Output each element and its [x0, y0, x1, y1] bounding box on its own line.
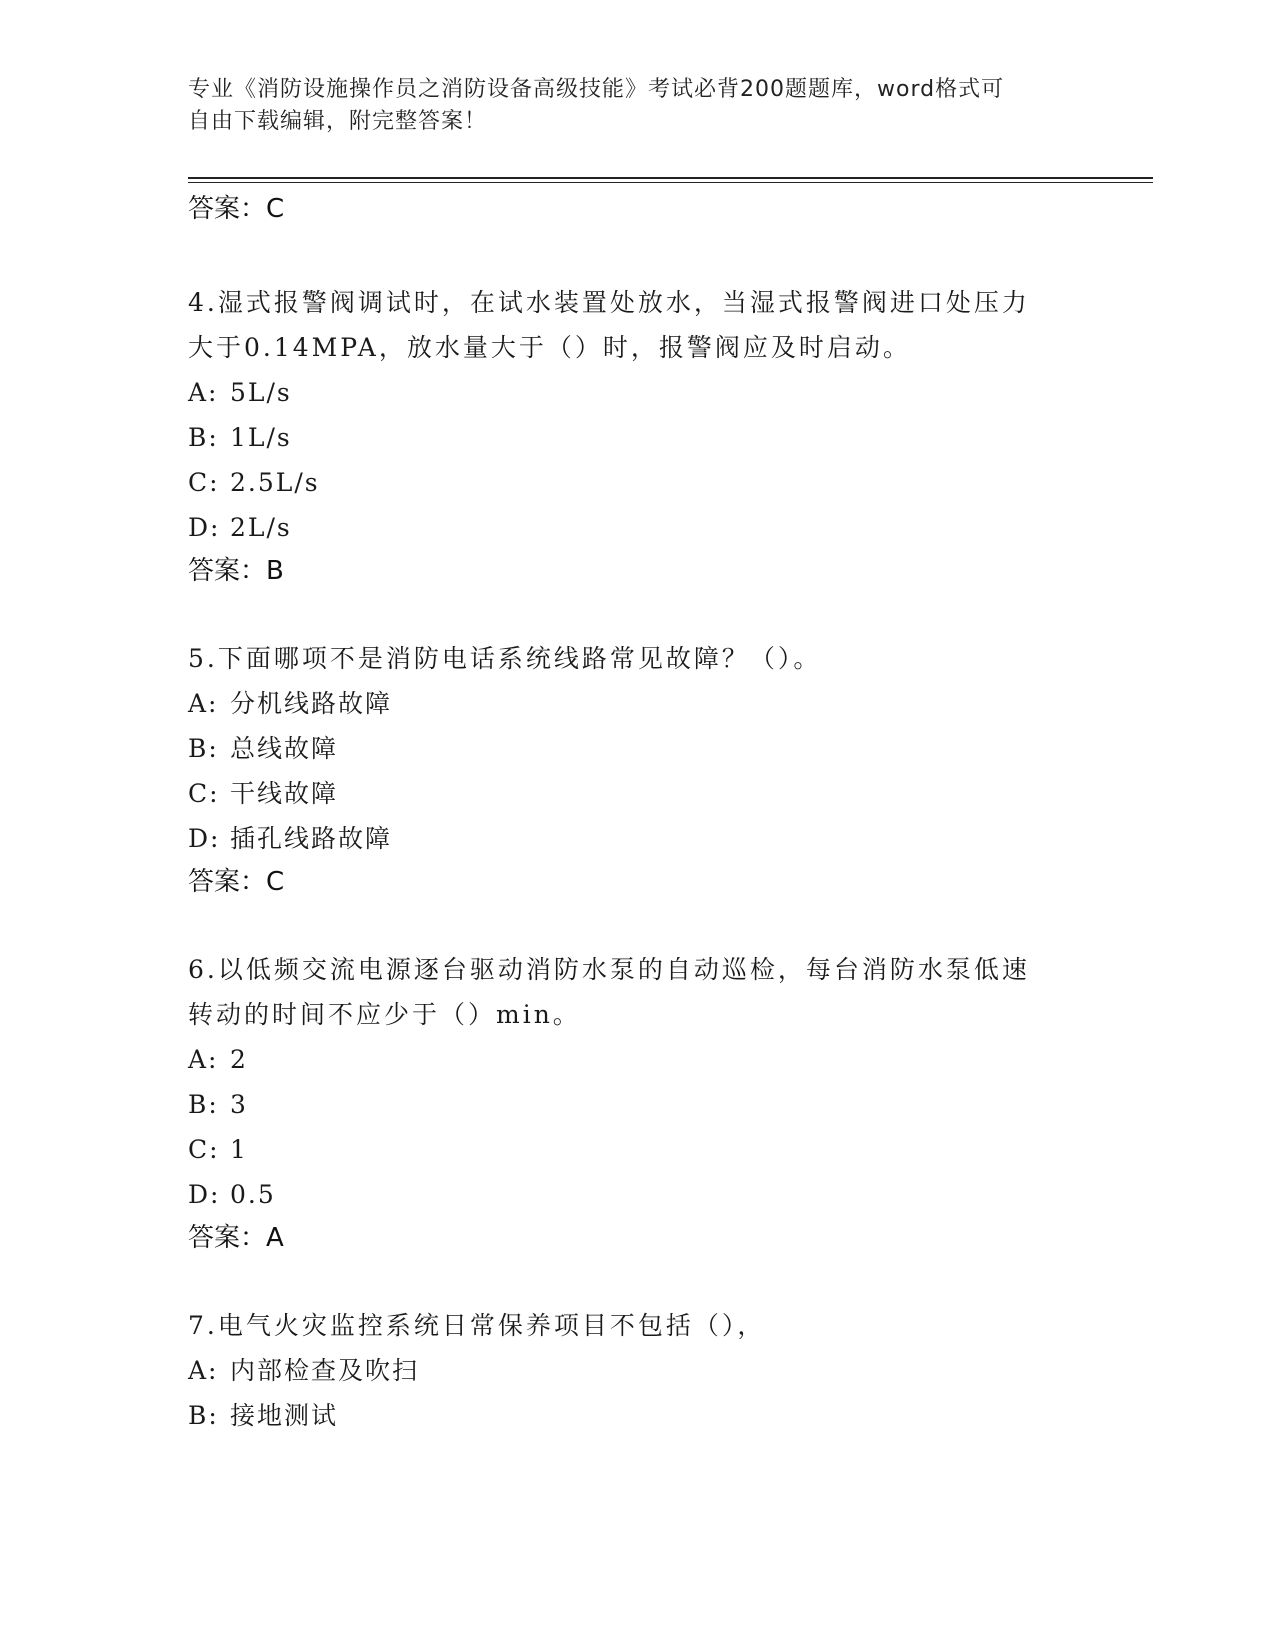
option-text: 插孔线路故障 [230, 824, 393, 853]
option-text: 分机线路故障 [230, 689, 393, 718]
question-stem-line: 4.湿式报警阀调试时，在试水装置处放水，当湿式报警阀进口处压力 [188, 288, 1030, 317]
header-divider-thin [188, 182, 1153, 183]
option-b [188, 726, 1088, 771]
option-key: D: [188, 513, 221, 542]
question-6 [188, 947, 1088, 1259]
answer-label: 答案： [188, 867, 267, 897]
option-key: C: [188, 779, 220, 808]
header-line-2: 自由下载编辑，附完整答案！ [188, 109, 488, 134]
header-divider-thick [188, 177, 1153, 179]
option-text: 1 [230, 1135, 248, 1164]
option-d [188, 1172, 1088, 1217]
option-c [188, 771, 1088, 816]
question-answer [188, 861, 1088, 903]
answer-value: A [266, 1223, 284, 1253]
option-b [188, 1393, 1088, 1438]
header-line-1: 专业《消防设施操作员之消防设备高级技能》考试必背200题题库，word格式可 [188, 77, 1005, 102]
option-text: 1L/s [230, 423, 292, 452]
previous-answer [188, 192, 1088, 230]
option-text: 接地测试 [230, 1401, 339, 1430]
option-key: A: [188, 689, 219, 718]
option-text: 5L/s [230, 378, 292, 407]
answer-value: B [266, 556, 284, 586]
document-header [188, 74, 1068, 138]
answer-value: C [266, 194, 285, 224]
option-text: 干线故障 [230, 779, 339, 808]
answer-label: 答案： [188, 1223, 267, 1253]
question-answer [188, 1217, 1088, 1259]
answer-label: 答案： [188, 194, 267, 224]
question-stem-line: 大于0.14MPA，放水量大于（）时，报警阀应及时启动。 [188, 333, 911, 362]
question-7 [188, 1303, 1088, 1438]
option-a [188, 1348, 1088, 1393]
option-key: C: [188, 468, 220, 497]
question-stem-line: 6.以低频交流电源逐台驱动消防水泵的自动巡检，每台消防水泵低速 [188, 955, 1030, 984]
option-key: B: [188, 423, 219, 452]
option-key: B: [188, 734, 219, 763]
option-text: 总线故障 [230, 734, 339, 763]
option-d [188, 816, 1088, 861]
answer-label: 答案： [188, 556, 267, 586]
option-key: B: [188, 1090, 219, 1119]
option-c [188, 460, 1088, 505]
question-list [188, 192, 1088, 1438]
question-stem-line: 5.下面哪项不是消防电话系统线路常见故障？（）。 [188, 644, 822, 673]
question-stem-line: 转动的时间不应少于（）min。 [188, 1000, 581, 1029]
option-key: A: [188, 1045, 219, 1074]
option-text: 2 [230, 1045, 248, 1074]
question-4 [188, 280, 1088, 592]
option-b [188, 415, 1088, 460]
option-text: 3 [230, 1090, 248, 1119]
answer-value: C [266, 867, 285, 897]
option-text: 内部检查及吹扫 [230, 1356, 420, 1385]
option-text: 2.5L/s [230, 468, 320, 497]
option-text: 0.5 [230, 1180, 276, 1209]
option-c [188, 1127, 1088, 1172]
option-key: A: [188, 1356, 219, 1385]
option-text: 2L/s [230, 513, 292, 542]
option-key: B: [188, 1401, 219, 1430]
option-key: A: [188, 378, 219, 407]
question-answer [188, 550, 1088, 592]
option-d [188, 505, 1088, 550]
option-a [188, 1037, 1088, 1082]
option-key: C: [188, 1135, 220, 1164]
option-b [188, 1082, 1088, 1127]
question-stem-line: 7.电气火灾监控系统日常保养项目不包括（）， [188, 1311, 766, 1340]
question-5 [188, 636, 1088, 903]
option-a [188, 370, 1088, 415]
option-key: D: [188, 824, 221, 853]
option-a [188, 681, 1088, 726]
option-key: D: [188, 1180, 221, 1209]
